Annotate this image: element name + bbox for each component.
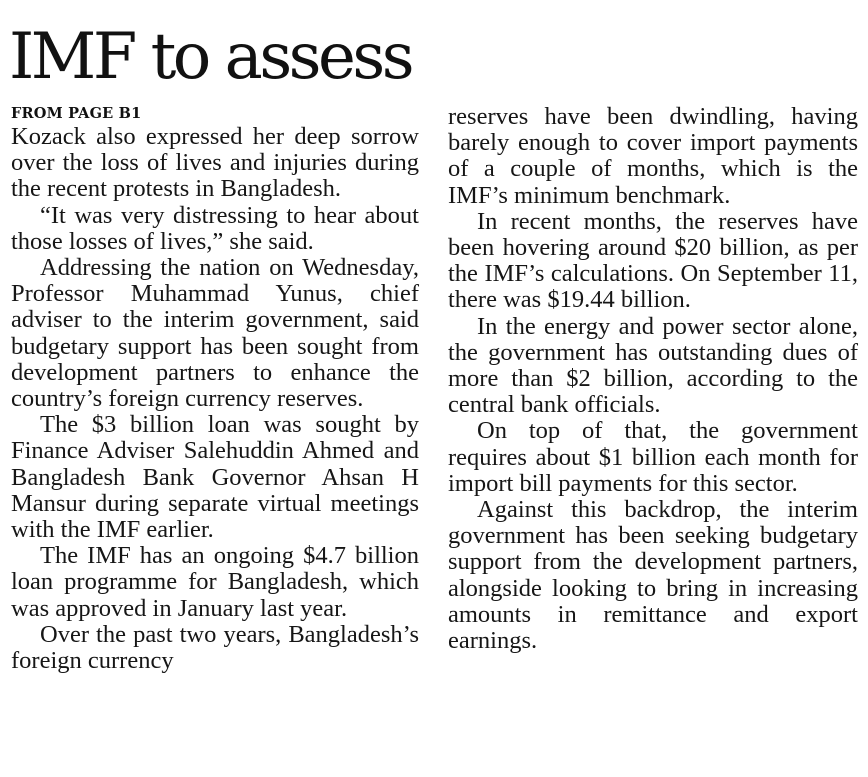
paragraph: Against this backdrop, the interim government has been seeking budgetary support from the development partners, alongside looking to bring in increasing amounts in remittance and export earnings.: [448, 496, 858, 655]
paragraph: On top of that, the government requires about $1 billion each month for import bill payments for this sector.: [448, 417, 858, 497]
continuation-kicker: FROM PAGE B1: [11, 105, 142, 122]
paragraph: Addressing the nation on Wednesday, Professor Muhammad Yunus, chief adviser to the interim government, said budgetary support has been sought from development partners to enhance the country’s foreign currency reserves.: [11, 254, 419, 413]
paragraph: In the energy and power sector alone, the government has outstanding dues of more than $2 billion, according to the central bank officials.: [448, 312, 858, 419]
article-column-left: [11, 104, 419, 674]
article-column-right: [448, 104, 858, 654]
paragraph: “It was very distressing to hear about those losses of lives,” she said.: [11, 201, 419, 255]
headline: IMF to assess: [9, 20, 412, 94]
paragraph: Kozack also expressed her deep sorrow over the loss of lives and injuries during the recent protests in Bangladesh.: [11, 123, 419, 203]
paragraph: The IMF has an ongoing $4.7 billion loan programme for Bangladesh, which was approved in January last year.: [11, 542, 419, 622]
paragraph: Over the past two years, Bangladesh’s foreign currency: [11, 620, 419, 675]
paragraph: In recent months, the reserves have been hovering around $20 billion, as per the IMF’s calculations. On September 11, there was $19.44 billion.: [448, 207, 858, 314]
paragraph: The $3 billion loan was sought by Finance Adviser Salehuddin Ahmed and Bangladesh Bank Governor Ahsan H Mansur during separate virtual meetings with the IMF earlier.: [11, 411, 419, 544]
paragraph-continued: reserves have been dwindling, having barely enough to cover import payments of a couple of months, which is the IMF’s minimum benchmark.: [448, 103, 858, 209]
